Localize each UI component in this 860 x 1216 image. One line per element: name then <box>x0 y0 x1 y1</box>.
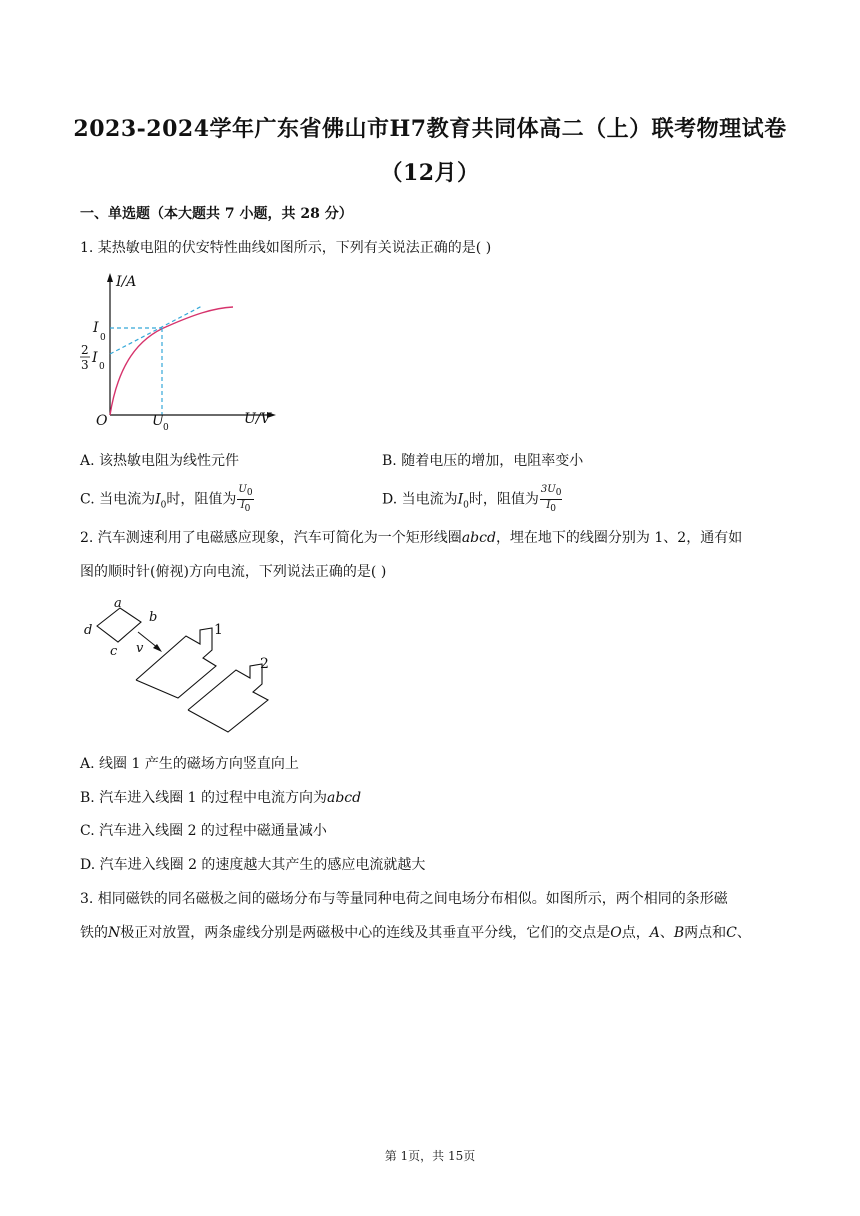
q1-option-d-mid: 时，阻值为 <box>468 491 539 508</box>
q1-option-d-num-sub: 0 <box>555 488 562 498</box>
q3-line2-a: 铁的 <box>80 925 108 941</box>
q1-option-c-prefix: C. 当电流为 <box>80 491 156 508</box>
q1-option-d <box>382 484 563 515</box>
q2-label-a: a <box>114 596 122 611</box>
q2-stem-line2: 图的顺时针(俯视)方向电流，下列说法正确的是( ) <box>80 564 387 580</box>
q1-option-c-den: I <box>240 500 245 511</box>
q2-ground-coil-2 <box>188 664 268 732</box>
q3-line2-e: 两点和 <box>684 925 727 941</box>
section-heading: 一、单选题（本大题共 7 小题，共 28 分） <box>80 206 353 222</box>
q1-tick-I0: I <box>93 320 99 336</box>
q1-x-axis-label: U/V <box>244 411 271 427</box>
q3-var-C: C <box>726 925 737 941</box>
q2-option-d: D. 汽车进入线圈 2 的速度越大其产生的感应电流就越大 <box>80 857 426 873</box>
q2-label-c: c <box>110 644 118 659</box>
q3-line1: 3. 相同磁铁的同名磁极之间的磁场分布与等量同种电荷之间电场分布相似。如图所示，两个相同的条形磁 <box>80 891 728 907</box>
q1-option-c-fraction <box>237 484 253 515</box>
exam-title-line1: 2023-2024学年广东省佛山市H7教育共同体高二（上）联考物理试卷 <box>73 116 787 142</box>
q2-label-1: 1 <box>214 622 223 638</box>
q1-tangent-line <box>110 306 202 354</box>
q1-option-c-den-sub: 0 <box>244 504 251 514</box>
q1-option-b: B. 随着电压的增加，电阻率变小 <box>382 453 584 469</box>
q1-option-c <box>80 484 255 515</box>
q1-option-d-sub: 0 <box>463 500 469 511</box>
q1-option-c-var: I <box>155 491 161 508</box>
q3-line2-b: 极正对放置，两条虚线分别是两磁极中心的连线及其垂直平分线，它们的交点是 <box>120 925 611 941</box>
q3-var-A: A <box>649 925 660 941</box>
q1-option-d-var: I <box>457 491 464 508</box>
q2-ground-coil-1 <box>136 628 216 698</box>
q1-y-axis-label: I/A <box>116 274 137 290</box>
q1-option-d-fraction <box>540 484 563 515</box>
page-footer: 第 1页，共 15页 <box>384 1149 476 1163</box>
q2-label-b: b <box>149 610 158 625</box>
q2-car-coil <box>97 608 141 642</box>
q2-label-v: v <box>136 641 144 656</box>
q1-option-c-sub: 0 <box>160 500 167 511</box>
q1-tick-I0-sub: 0 <box>100 333 106 343</box>
q1-option-d-num: 3U <box>540 484 556 495</box>
q1-origin-label: O <box>96 413 108 429</box>
q1-option-d-den-sub: 0 <box>550 504 557 514</box>
q1-tick-U0-sub: 0 <box>163 423 169 433</box>
q1-tick-frac-I: I <box>92 350 98 366</box>
q2-stem-var: abcd <box>461 530 496 546</box>
q3-var-B: B <box>673 925 685 941</box>
q3-line2-d: 、 <box>659 925 674 941</box>
q2-label-2: 2 <box>260 656 269 672</box>
q3-line2-c: 点， <box>621 925 650 941</box>
q2-option-b-var: abcd <box>327 790 362 806</box>
q2-stem-a: 2. 汽车测速利用了电磁感应现象，汽车可简化为一个矩形线圈 <box>80 530 462 546</box>
q1-option-d-den: I <box>546 500 551 511</box>
q1-tick-frac-sub: 0 <box>99 362 105 372</box>
q1-option-c-num-sub: 0 <box>246 488 253 498</box>
q1-option-c-num: U <box>238 484 247 495</box>
q2-option-c: C. 汽车进入线圈 2 的过程中磁通量减小 <box>80 823 327 839</box>
q2-coil-figure <box>78 594 298 734</box>
q1-tick-U0: U <box>152 413 164 429</box>
q1-y-axis-arrow <box>107 273 113 282</box>
q2-option-b <box>80 787 361 809</box>
q2-label-d: d <box>84 623 93 638</box>
q1-option-a: A. 该热敏电阻为线性元件 <box>80 453 240 469</box>
q1-iv-curve-figure <box>78 270 288 435</box>
q1-characteristic-curve <box>110 307 233 415</box>
q2-stem-line1 <box>80 527 742 549</box>
q2-option-a: A. 线圈 1 产生的磁场方向竖直向上 <box>80 756 299 772</box>
q1-option-c-mid: 时，阻值为 <box>166 491 237 508</box>
q1-stem: 1. 某热敏电阻的伏安特性曲线如图所示，下列有关说法正确的是( ) <box>80 240 492 256</box>
q1-option-d-prefix: D. 当电流为 <box>382 491 458 508</box>
q3-var-O: O <box>610 925 622 941</box>
q1-tick-frac-num: 2 <box>81 343 89 357</box>
q3-var-N: N <box>108 925 121 941</box>
q1-tick-frac-den: 3 <box>81 358 89 372</box>
exam-title-line2: （12月） <box>380 160 480 186</box>
q2-stem-b: ，埋在地下的线圈分别为 1、2，通有如 <box>495 530 743 546</box>
q3-line2-f: 、 <box>736 925 751 941</box>
q3-line2 <box>80 922 751 944</box>
q2-option-b-prefix: B. 汽车进入线圈 1 的过程中电流方向为 <box>80 790 327 806</box>
